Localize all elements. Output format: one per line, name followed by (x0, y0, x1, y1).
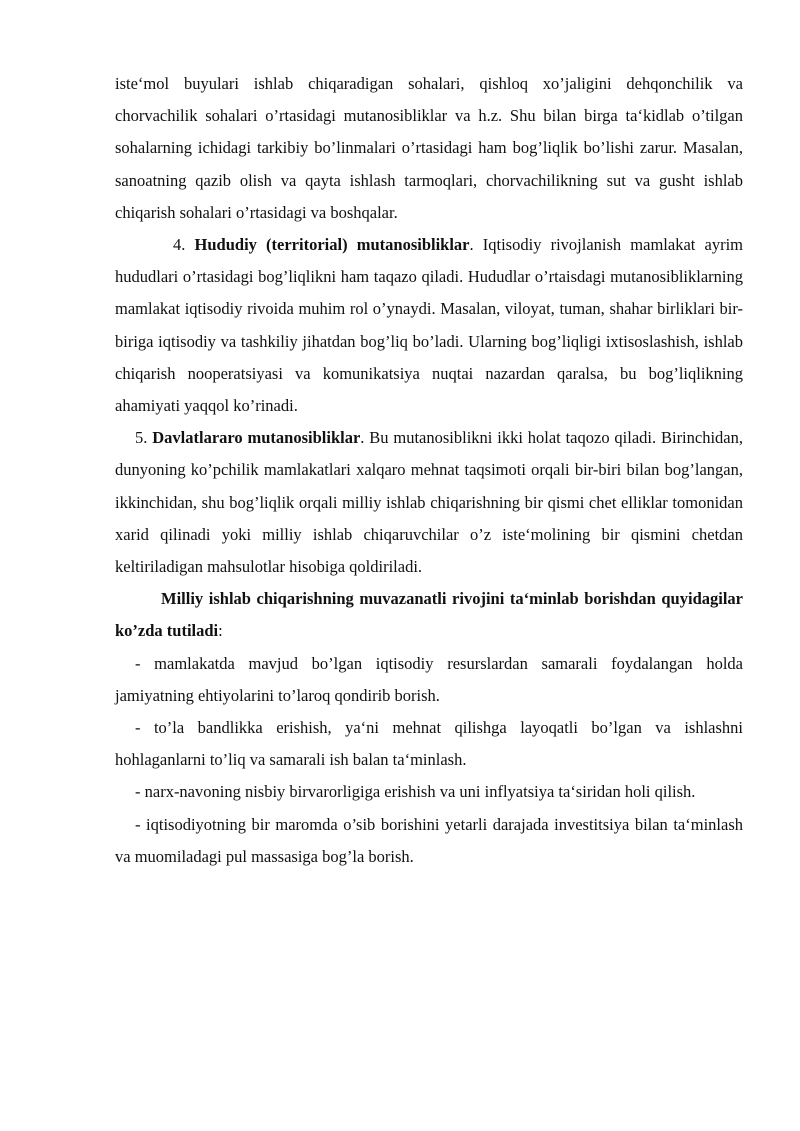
document-body (115, 68, 743, 873)
paragraph-text: iste‘mol buyulari ishlab chiqaradigan sohalari, qishloq xo’jaligini dehqonchilik va chorvachilik sohalari o’rtasidagi mutanosibliklar va h.z. Shu bilan birga ta‘kidlab o’tilgan sohalarning ichidagi tarkibiy bo’linmalari o’rtasidagi ham bog’liqlik bo’lishi zarur. Masalan, sanoatning qazib olish va qayta ishlash tarmoqlari, chorvachilikning sut va gusht ishlab chiqarish sohalari o’rtasidagi va boshqalar. (115, 74, 743, 222)
list-item (115, 809, 743, 873)
paragraph-interstate (115, 422, 743, 583)
list-item-text: - narx-navoning nisbiy birvarorligiga erishish va uni inflyatsiya ta‘siridan holi qilish. (135, 782, 696, 802)
section-heading: Hududiy (territorial) mutanosibliklar (194, 235, 470, 255)
paragraph-sectors (115, 68, 743, 229)
list-item (115, 712, 743, 776)
list-item (115, 648, 743, 712)
paragraph-text: . Bu mutanosiblikni ikki holat taqozo qiladi. Birinchidan, dunyoning ko’pchilik mamlakatlari xalqaro mehnat taqsimoti orqali bir-biri bilan bog’langan, ikkinchidan, shu bog’liqlik orqali milliy ishlab chiqarishning bir qismi chet elliklar tomonidan xarid qilinadi yoki milliy ishlab chiqaruvchilar o’z iste‘molining bir qismini chetdan keltiriladigan mahsulotlar hisobiga qoldiriladi. (115, 428, 743, 577)
paragraph-goals-intro (115, 583, 743, 647)
list-item-text: - to’la bandlikka erishish, ya‘ni mehnat qilishga layoqatli bo’lgan va ishlashni hohlaganlarni to’liq va samarali ish balan ta‘minlash. (115, 718, 743, 770)
section-number: 5. (135, 428, 148, 448)
section-heading: Davlatlararo mutanosibliklar (152, 428, 361, 448)
list-item-text: - mamlakatda mavjud bo’lgan iqtisodiy resurslardan samarali foydalangan holda jamiyatning ehtiyolarini to’laroq qondirib borish. (115, 653, 743, 705)
list-item (115, 776, 743, 808)
paragraph-regional (115, 229, 743, 422)
goals-heading: Milliy ishlab chiqarishning muvazanatli rivojini ta‘minlab borishdan quyidagilar ko’zda tutiladi (115, 589, 743, 641)
list-item-text: - iqtisodiyotning bir maromda o’sib borishini yetarli darajada investitsiya bilan ta‘minlash va muomiladagi pul massasiga bog’la borish. (115, 814, 743, 866)
paragraph-text: : (218, 621, 223, 641)
section-number: 4. (173, 235, 186, 255)
paragraph-text: . Iqtisodiy rivojlanish mamlakat ayrim hududlari o’rtasidagi bog’liqlikni ham taqazo qiladi. Hududlar o’rtaisdagi mutanosibliklarning mamlakat iqtisodiy rivoida muhim rol o’ynaydi. Masalan, viloyat, tuman, shahar birliklari bir-biriga iqtisodiy va tashkiliy jihatdan bog’liq bo’ladi. Ularning bog’liqligi ixtisoslashish, ishlab chiqarish nooperatsiyasi va komunikatsiya nuqtai nazardan qaralsa, bu bog’liqlikning ahamiyati yaqqol ko’rinadi. (115, 235, 743, 416)
